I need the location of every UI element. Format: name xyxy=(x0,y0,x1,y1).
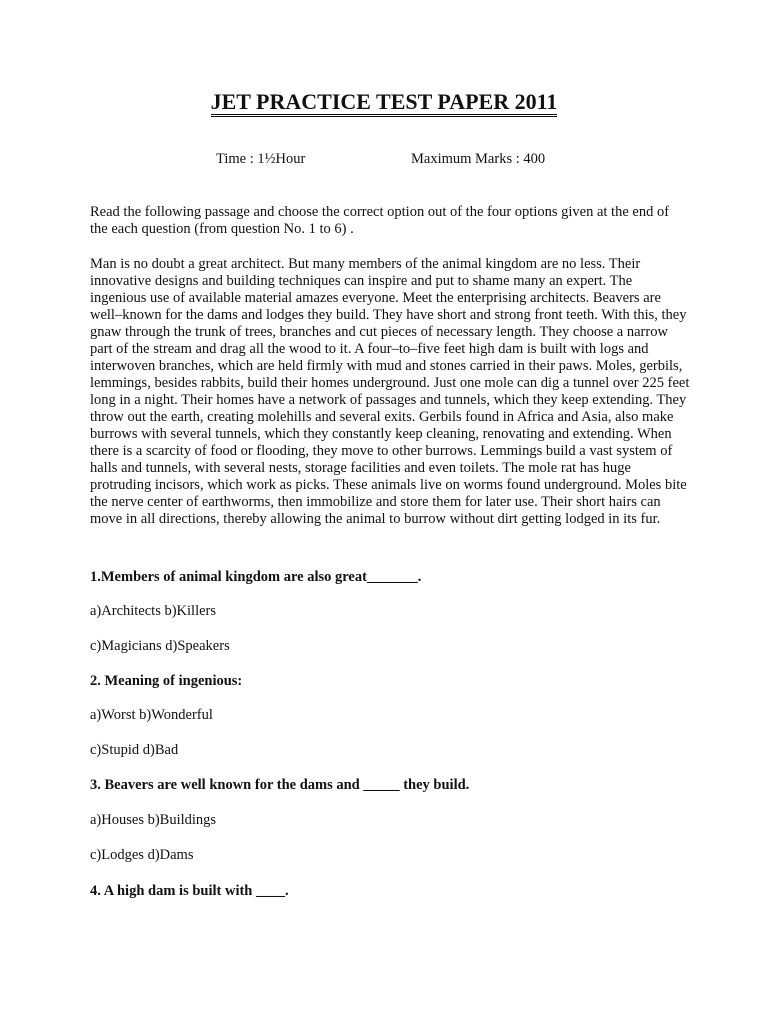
question-1-options-a-b: a)Architects b)Killers xyxy=(90,603,217,619)
question-4: 4. A high dam is built with ____. xyxy=(90,883,289,899)
question-3-options-c-d: c)Lodges d)Dams xyxy=(90,847,194,863)
question-3: 3. Beavers are well known for the dams and _____ they build. xyxy=(90,777,470,793)
page-title-text: JET PRACTICE TEST PAPER 2011 xyxy=(211,89,558,117)
question-2-options-a-b: a)Worst b)Wonderful xyxy=(90,707,213,723)
instructions-text: Read the following passage and choose the correct option out of the four options given at the end of the each question (from question No. 1 to 6) . xyxy=(90,204,670,237)
question-1: 1.Members of animal kingdom are also great_______. xyxy=(90,569,422,585)
question-2: 2. Meaning of ingenious: xyxy=(90,673,243,689)
question-2-options-c-d: c)Stupid d)Bad xyxy=(90,742,179,758)
reading-passage: Man is no doubt a great architect. But many members of the animal kingdom are no less. Their innovative designs and building techniques can inspire and put to shame many an expert. The ingenious use of available material amazes everyone. Meet the enterprising architects. Beavers are well–known for the dams and lodges they build. They have short and strong front teeth. With this, they gnaw through the trunk of trees, branches and cut pieces of necessary length. They choose a narrow part of the stream and drag all the wood to it. A four–to–five feet high dam is built with logs and interwoven branches, which are held firmly with mud and stones carried in their paws. Moles, gerbils, lemmings, besides rabbits, build their homes underground. Just one mole can dig a tunnel over 225 feet long in a night. Their homes have a network of passages and tunnels, which they keep extending. They throw out the earth, creating molehills and several exits. Gerbils found in Africa and Asia, also make burrows with several tunnels, which they constantly keep cleaning, renovating and extending. When there is a scarcity of food or flooding, they move to other burrows. Lemmings build a vast system of halls and tunnels, with several nests, storage facilities and even toilets. The mole rat has huge protruding incisors, which work as picks. These animals live on worms found underground. Moles bite the nerve center of earthworms, then immobilize and store them for later use. Their short hairs can move in all directions, thereby allowing the animal to burrow without dirt getting lodged in its fur. xyxy=(90,256,690,527)
question-1-options-c-d: c)Magicians d)Speakers xyxy=(90,638,230,654)
page-title xyxy=(0,89,768,115)
question-3-options-a-b: a)Houses b)Buildings xyxy=(90,812,217,828)
max-marks-label: Maximum Marks : 400 xyxy=(411,151,546,167)
time-label: Time : 1½Hour xyxy=(216,151,306,167)
